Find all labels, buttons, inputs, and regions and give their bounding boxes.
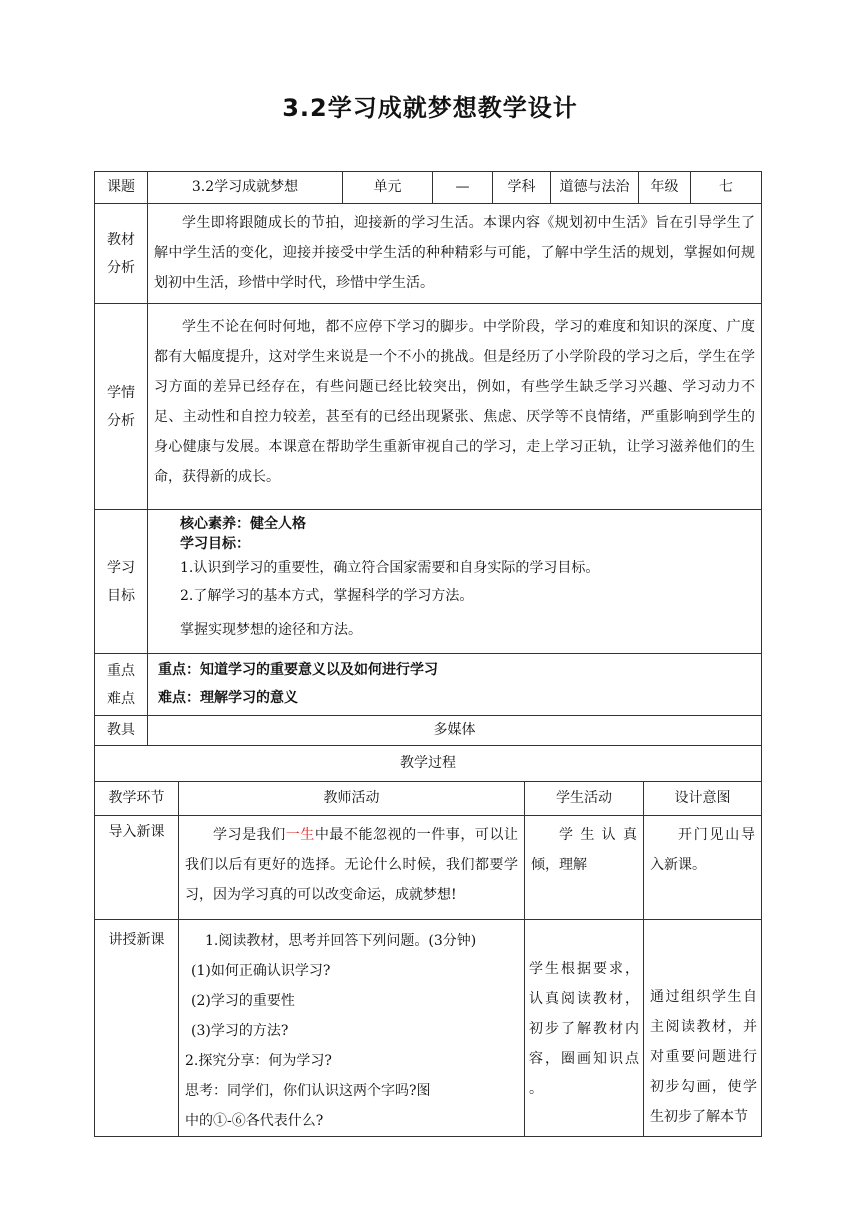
goal-item: 1.认识到学习的重要性，确立符合国家需要和自身实际的学习目标。: [180, 560, 600, 576]
header-row: [95, 172, 762, 204]
intro-row: [95, 816, 762, 920]
teacher-line: (1)如何正确认识学习?: [191, 963, 331, 979]
key-points-label: 重点 难点: [95, 654, 148, 716]
teacher-line: 2.探究分享：何为学习?: [185, 1053, 332, 1069]
topic-value: 3.2学习成就梦想: [148, 172, 343, 204]
key-points-content: [148, 654, 762, 716]
goal-item: 掌握实现梦想的途径和方法。: [180, 622, 362, 638]
goals-heading: 学习目标：: [180, 536, 250, 552]
col-stage: 教学环节: [95, 782, 179, 816]
process-column-header: [95, 782, 762, 816]
textbook-analysis-label: 教材 分析: [95, 204, 148, 304]
new-lesson-student-activity: 学生根据要求，认真阅读教材，初步了解教材内容，圈画知识点 。: [525, 920, 644, 1137]
tools-value: 多媒体: [148, 716, 762, 746]
textbook-analysis-text: 学生即将跟随成长的节拍，迎接新的学习生活。本课内容《规划初中生活》旨在引导学生了解中学生活的变化，迎接并接受中学生活的种种精彩与可能，了解中学生活的规划，掌握如何规划初中生活，珍惜中学时代，珍惜中学生活。: [148, 204, 762, 304]
goal-item: 2.了解学习的基本方式，掌握科学的学习方法。: [180, 588, 474, 604]
col-student: 学生活动: [525, 782, 644, 816]
grade-value: 七: [691, 172, 762, 204]
intro-stage: 导入新课: [95, 816, 179, 920]
tools-row: [95, 716, 762, 746]
core-literacy: 核心素养：健全人格: [180, 516, 306, 532]
student-analysis-text: 学生不论在何时何地，都不应停下学习的脚步。中学阶段，学习的难度和知识的深度、广度都有大幅度提升，这对学生来说是一个不小的挑战。但是经历了小学阶段的学习之后，学生在学习方面的差异已经存在，有些问题已经比较突出，例如，有些学生缺乏学习兴趣、学习动力不足、主动性和自控力较差，甚至有的已经出现紧张、焦虑、厌学等不良情绪，严重影响到学生的身心健康与发展。本课意在帮助学生重新审视自己的学习，走上学习正轨，让学习滋养他们的生命，获得新的成长。: [148, 304, 762, 510]
process-heading: 教学过程: [95, 746, 762, 782]
col-teacher: 教师活动: [179, 782, 525, 816]
new-lesson-stage: 讲授新课: [95, 920, 179, 1137]
teaching-process-table: [94, 745, 762, 1137]
student-analysis-row: [95, 304, 762, 510]
learning-goals-row: [95, 510, 762, 654]
learning-goals-content: [148, 510, 762, 654]
teacher-line: 1.阅读教材，思考并回答下列问题。(3分钟): [205, 933, 477, 949]
unit-label: 单元: [343, 172, 433, 204]
intro-student-activity: 学生认真倾，理解: [525, 816, 644, 920]
difficult-point: 难点：理解学习的意义: [158, 690, 298, 706]
teacher-line: (3)学习的方法?: [191, 1023, 289, 1039]
new-lesson-row: [95, 920, 762, 1137]
intro-teacher-activity: 学习是我们一生中最不能忽视的一件事，可以让我们以后有更好的选择。无论什么时候，我们都要学习，因为学习真的可以改变命运，成就梦想!: [179, 816, 525, 920]
teacher-line: (2)学习的重要性: [191, 993, 295, 1009]
col-intent: 设计意图: [644, 782, 762, 816]
student-analysis-label: 学情 分析: [95, 304, 148, 510]
tools-label: 教具: [95, 716, 148, 746]
teacher-line: 思考：同学们，你们认识这两个字吗?图中的①-⑥各代表什么?: [185, 1083, 431, 1129]
grade-label: 年级: [639, 172, 691, 204]
textbook-analysis-row: [95, 204, 762, 304]
topic-label: 课题: [95, 172, 148, 204]
learning-goals-label: 学习 目标: [95, 510, 148, 654]
new-lesson-design-intent: 通过组织学生自主阅读教材，并对重要问题进行初步勾画，使学生初步了解本节: [644, 920, 762, 1137]
subject-label: 学科: [493, 172, 551, 204]
intro-design-intent: 开门见山导入新课。: [644, 816, 762, 920]
key-point: 重点：知道学习的重要意义以及如何进行学习: [158, 662, 438, 678]
page-title: 3.2学习成就梦想教学设计: [282, 94, 578, 122]
lesson-info-table: [94, 171, 762, 746]
new-lesson-teacher-activity: [179, 920, 525, 1137]
unit-value: —: [433, 172, 493, 204]
key-points-row: [95, 654, 762, 716]
subject-value: 道德与法治: [551, 172, 639, 204]
process-heading-row: [95, 746, 762, 782]
